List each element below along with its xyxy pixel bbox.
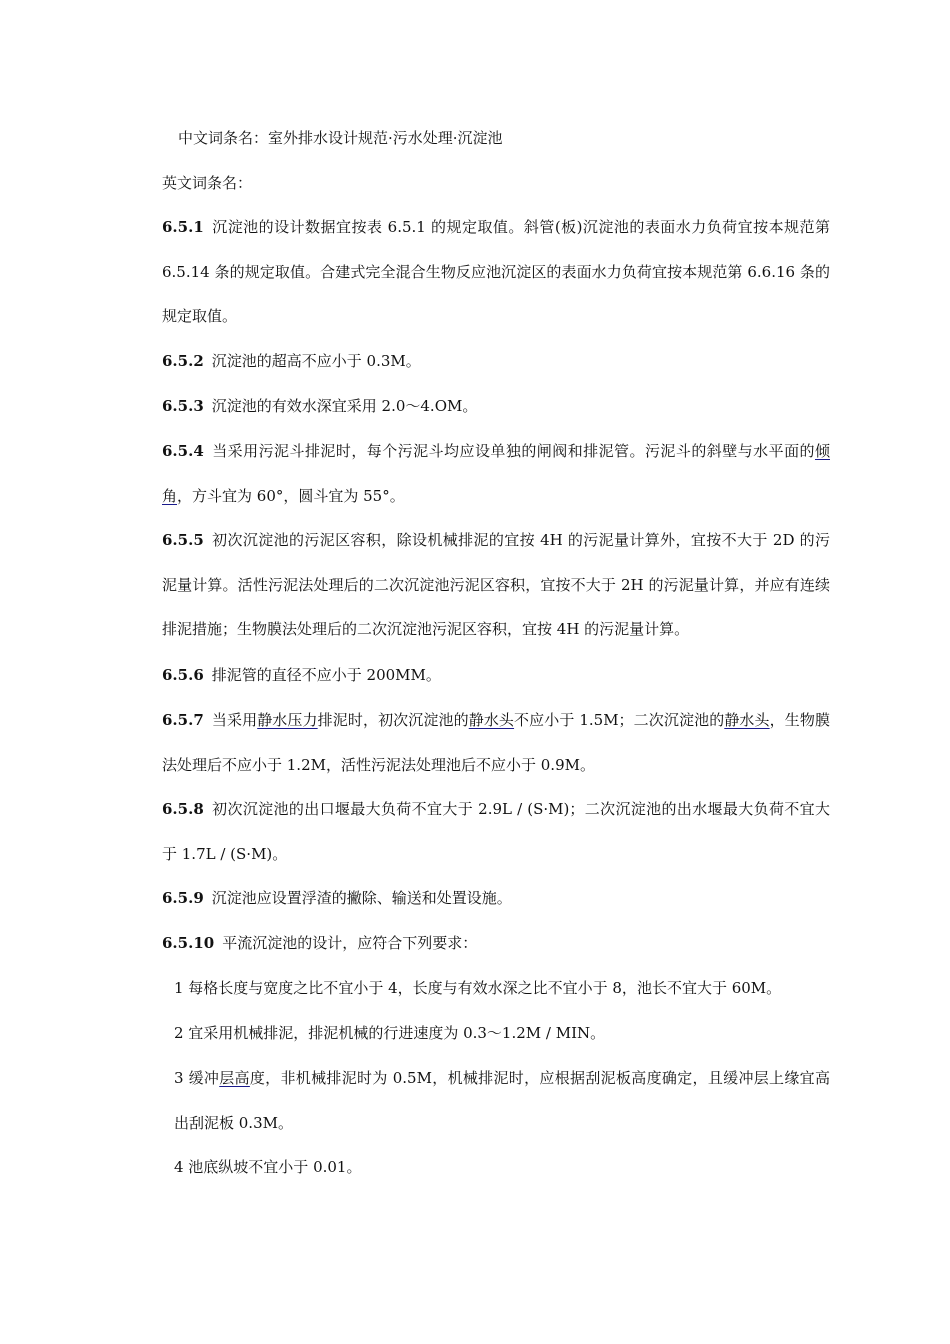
clause-6-5-1: [162, 205, 830, 339]
english-term-text: 英文词条名：: [162, 174, 253, 192]
clause-text: 平流沉淀池的设计，应符合下列要求：: [222, 934, 478, 952]
clause-text: 当采用: [211, 711, 258, 729]
clause-text: 排泥时，初次沉淀池的: [317, 711, 469, 729]
sub-item-1: [174, 966, 830, 1011]
sub-item-text: 2 宜采用机械排泥，排泥机械的行进速度为 0.3～1.2M / MIN。: [174, 1024, 606, 1042]
chinese-term-title: [178, 116, 830, 161]
sub-item-text: 度，非机械排泥时为 0.5M，机械排泥时，应根据刮泥板高度确定，且缓冲层上缘宜高出刮泥板 0.3M。: [174, 1069, 830, 1132]
clause-6-5-6: [162, 653, 830, 698]
sub-item-text: 3 缓冲: [174, 1069, 220, 1087]
hyperlink-inclination-angle[interactable]: 倾角: [162, 442, 830, 505]
clause-6-5-4: [162, 429, 830, 518]
hyperlink-static-head[interactable]: 静水头: [724, 711, 770, 729]
clause-6-5-5: [162, 518, 830, 652]
clause-6-5-8: [162, 787, 830, 876]
sub-item-3: [174, 1056, 830, 1145]
clause-text: 沉淀池的有效水深宜采用 2.0～4.OM。: [211, 397, 478, 415]
clause-text: 沉淀池的设计数据宜按表 6.5.1 的规定取值。斜管(板)沉淀池的表面水力负荷宜按本规范第 6.5.14 条的规定取值。合建式完全混合生物反应池沉淀区的表面水力负荷宜按本规范第 6.6.16 条的规定取值。: [162, 218, 830, 326]
clause-text: 沉淀池的超高不应小于 0.3M。: [211, 352, 421, 370]
clause-number: 6.5.8: [162, 800, 204, 818]
clause-text: 当采用污泥斗排泥时，每个污泥斗均应设单独的闸阀和排泥管。污泥斗的斜壁与水平面的: [211, 442, 815, 460]
clause-6-5-2: [162, 339, 830, 384]
clause-6-5-9: [162, 876, 830, 921]
clause-number: 6.5.5: [162, 531, 204, 549]
hyperlink-static-head[interactable]: 静水头: [468, 711, 515, 729]
clause-text: 排泥管的直径不应小于 200MM。: [211, 666, 441, 684]
clause-text: 初次沉淀池的出口堰最大负荷不宜大于 2.9L / (S·M)；二次沉淀池的出水堰最大负荷不宜大于 1.7L / (S·M)。: [162, 800, 830, 863]
clause-text: ，方斗宜为 60°，圆斗宜为 55°。: [177, 486, 405, 505]
clause-number: 6.5.3: [162, 397, 204, 415]
clause-text: 不应小于 1.5M；二次沉淀池的: [514, 711, 725, 729]
clause-number: 6.5.6: [162, 666, 204, 684]
clause-text: 初次沉淀池的污泥区容积，除设机械排泥的宜按 4H 的污泥量计算外，宜按不大于 2D 的污泥量计算。活性污泥法处理后的二次沉淀池污泥区容积，宜按不大于 2H 的污泥量计算，并应有连续排泥措施；生物膜法处理后的二次沉淀池污泥区容积，宜按 4H 的污泥量计算。: [162, 531, 830, 639]
clause-6-5-10: [162, 921, 830, 966]
clause-6-5-3: [162, 384, 830, 429]
clause-number: 6.5.9: [162, 889, 204, 907]
english-term-title: [162, 161, 830, 206]
clause-number: 6.5.2: [162, 352, 204, 370]
clause-text: 沉淀池应设置浮渣的撇除、输送和处置设施。: [211, 889, 512, 907]
sub-item-text: 4 池底纵坡不宜小于 0.01。: [174, 1158, 362, 1176]
clause-text: ，生物膜法处理后不应小于 1.2M，活性污泥法处理池后不应小于 0.9M。: [162, 711, 830, 774]
clause-number: 6.5.1: [162, 218, 204, 236]
chinese-term-text: 中文词条名：室外排水设计规范·污水处理·沉淀池: [178, 129, 503, 147]
clause-number: 6.5.10: [162, 934, 215, 952]
hyperlink-hydrostatic-pressure[interactable]: 静水压力: [257, 711, 318, 729]
sub-item-2: [174, 1011, 830, 1056]
clause-number: 6.5.4: [162, 442, 204, 460]
sub-item-4: [174, 1145, 830, 1190]
clause-number: 6.5.7: [162, 711, 204, 729]
hyperlink-layer-height[interactable]: 层高: [219, 1069, 250, 1087]
clause-6-5-7: [162, 698, 830, 787]
sub-item-text: 1 每格长度与宽度之比不宜小于 4，长度与有效水深之比不宜小于 8，池长不宜大于 60M。: [174, 979, 782, 997]
